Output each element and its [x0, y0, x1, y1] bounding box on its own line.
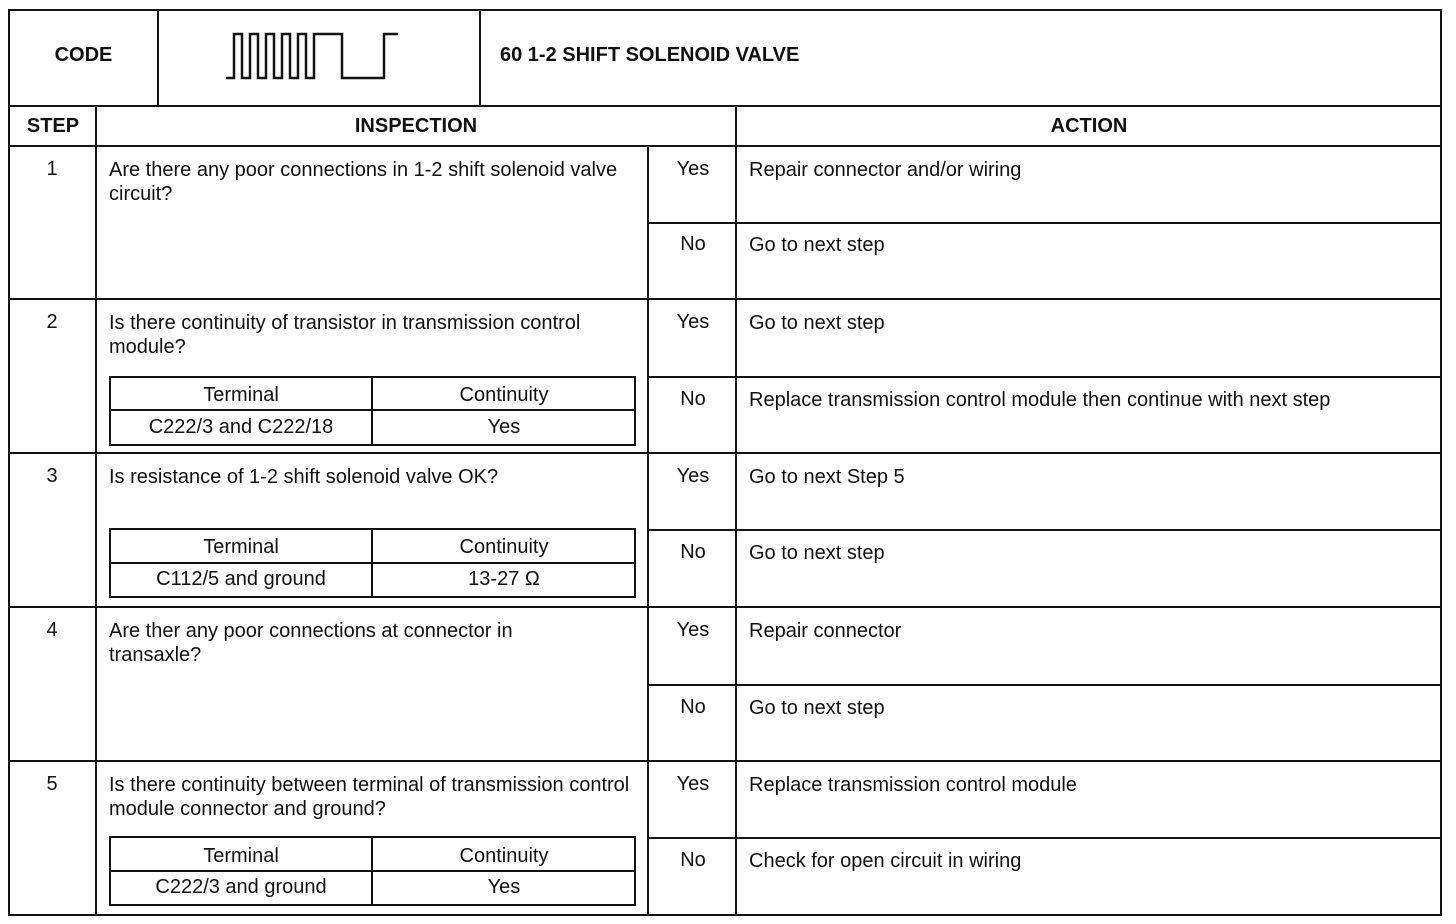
inspection-question: Are there any poor connections in 1-2 shift solenoid valve circuit? [109, 159, 618, 205]
inspection-question: Is there continuity between terminal of transmission control module connector and ground? [109, 774, 630, 820]
answer-yes: Yes [676, 158, 710, 180]
answer-no: No [680, 388, 706, 410]
action-no: Go to next step [749, 234, 885, 256]
step-separator [8, 452, 1442, 454]
terminal-table-cell-terminal: C222/3 and ground [155, 876, 327, 898]
header-row-separator [8, 145, 1442, 147]
terminal-table-header-terminal: Terminal [203, 536, 279, 558]
terminal-table-header-terminal: Terminal [203, 845, 279, 867]
step-number: 1 [46, 158, 58, 180]
step-number: 4 [46, 619, 58, 641]
answer-yes: Yes [676, 619, 710, 641]
terminal-table-header-continuity: Continuity [459, 845, 549, 867]
answer-yes: Yes [676, 465, 710, 487]
action-yes: Go to next Step 5 [749, 466, 905, 488]
step-number: 2 [46, 311, 58, 333]
step-separator [8, 606, 1442, 608]
inspection-question: Is there continuity of transistor in transmission control module? [109, 312, 581, 358]
action-yes: Go to next step [749, 312, 885, 334]
pulse-waveform-icon [220, 28, 410, 84]
answer-no: No [680, 696, 706, 718]
yes-no-separator [647, 376, 1442, 378]
action-no: Check for open circuit in wiring [749, 850, 1022, 872]
yes-no-separator [647, 837, 1442, 839]
column-header-inspection: INSPECTION [354, 115, 478, 137]
header-divider-1 [157, 9, 159, 106]
answer-no: No [680, 849, 706, 871]
answer-yes: Yes [676, 773, 710, 795]
terminal-table-cell-continuity: Yes [487, 876, 521, 898]
terminal-table-cell-continuity: Yes [487, 416, 521, 438]
step-separator [8, 760, 1442, 762]
terminal-table-header-terminal: Terminal [203, 384, 279, 406]
page-title: 60 1-2 SHIFT SOLENOID VALVE [500, 44, 800, 66]
action-yes: Repair connector [749, 620, 902, 642]
answer-column-divider [647, 147, 649, 915]
code-label: CODE [54, 44, 113, 66]
inspection-question: Are ther any poor connections at connector in transaxle? [109, 620, 513, 666]
terminal-table-header-continuity: Continuity [459, 384, 549, 406]
action-yes: Replace transmission control module [749, 774, 1077, 796]
action-no: Go to next step [749, 697, 885, 719]
answer-no: No [680, 541, 706, 563]
yes-no-separator [647, 684, 1442, 686]
terminal-table-cell-terminal: C222/3 and C222/18 [148, 416, 334, 438]
yes-no-separator [647, 529, 1442, 531]
action-no: Replace transmission control module then continue with next step [749, 389, 1331, 411]
terminal-table-header-continuity: Continuity [459, 536, 549, 558]
terminal-table-cell-terminal: C112/5 and ground [156, 568, 326, 590]
column-header-action: ACTION [1050, 115, 1128, 137]
answer-no: No [680, 233, 706, 255]
terminal-table-cell-continuity: 13-27 Ω [468, 568, 540, 590]
step-separator [8, 298, 1442, 300]
answer-yes: Yes [676, 311, 710, 333]
step-number: 5 [46, 773, 58, 795]
step-number: 3 [46, 465, 58, 487]
header-divider-2 [479, 9, 481, 106]
yes-no-separator [647, 222, 1442, 224]
column-header-step: STEP [26, 115, 80, 137]
action-yes: Repair connector and/or wiring [749, 159, 1022, 181]
inspection-question: Is resistance of 1-2 shift solenoid valve OK? [109, 466, 499, 488]
action-no: Go to next step [749, 542, 885, 564]
